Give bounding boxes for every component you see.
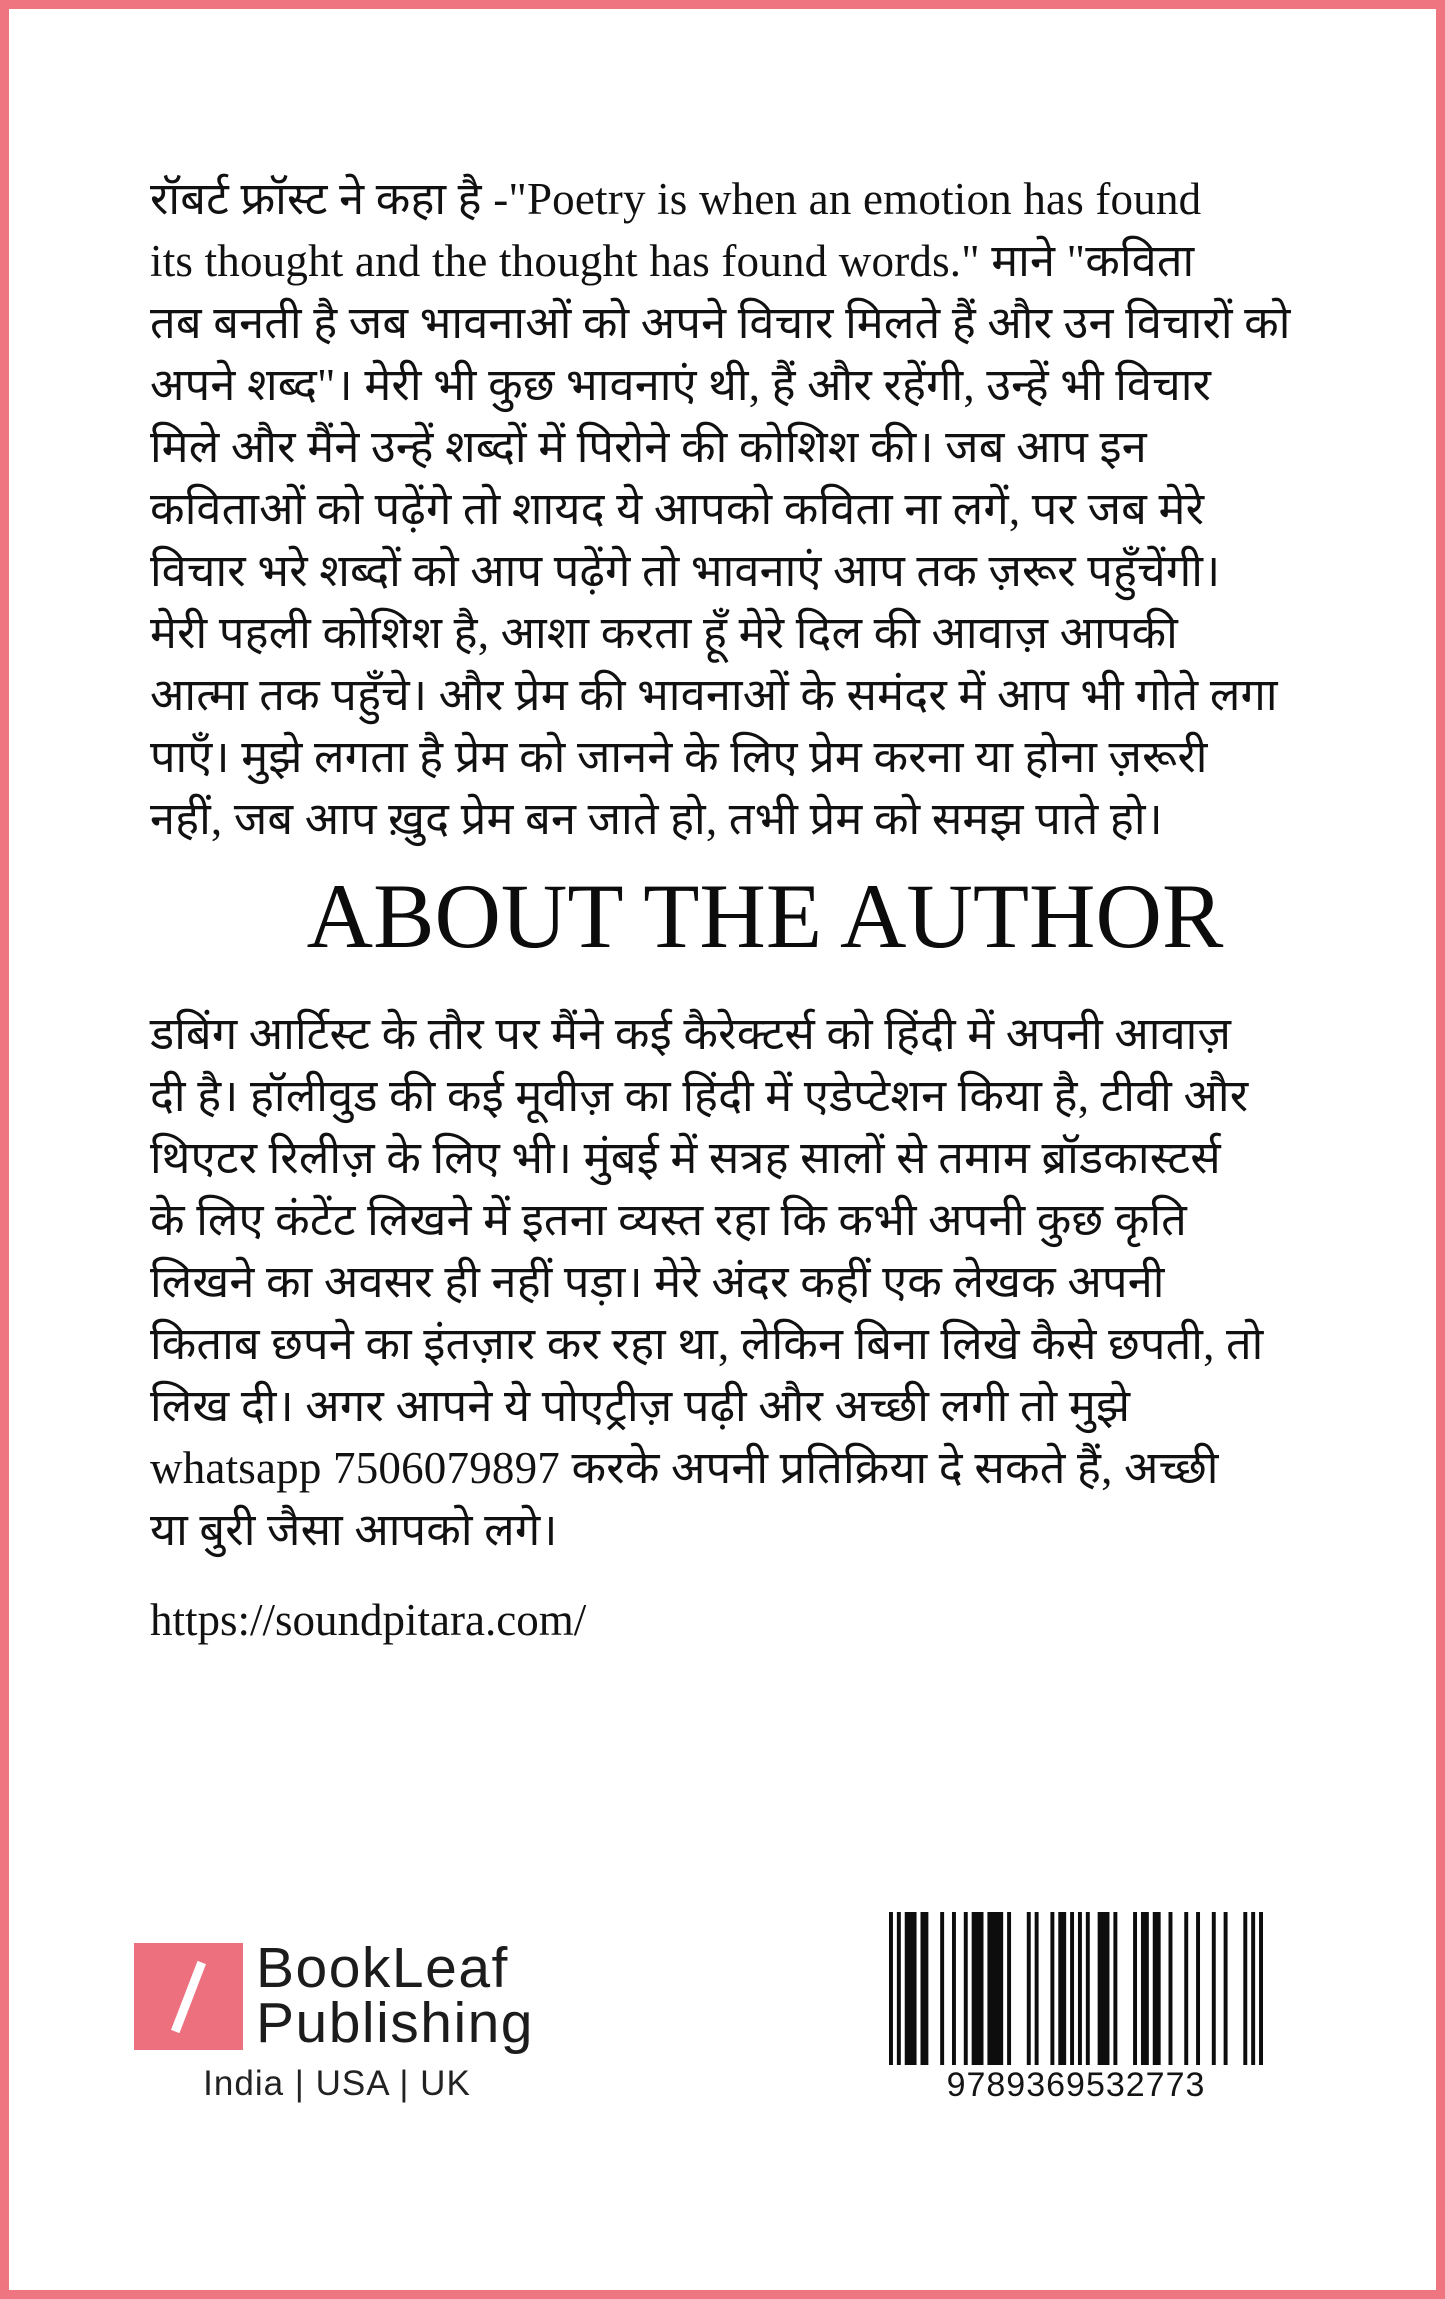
back-cover-text [150, 168, 1380, 1651]
paragraph-line: विचार भरे शब्दों को आप पढ़ेंगे तो भावनाएं आप तक ज़रूर पहुँचेंगी। [150, 546, 1221, 596]
isbn-number: 9789369532773 [946, 2066, 1206, 2104]
paragraph-line: किताब छपने का इंतज़ार कर रहा था, लेकिन बिना लिखे कैसे छपती, तो [150, 1319, 1264, 1369]
paragraph-line: लिखने का अवसर ही नहीं पड़ा। मेरे अंदर कहीं एक लेखक अपनी [150, 1257, 1165, 1307]
paragraph-line: तब बनती है जब भावनाओं को अपने विचार मिलते हैं और उन विचारों को [150, 298, 1291, 348]
paragraph-line: लिख दी। अगर आपने ये पोएट्रीज़ पढ़ी और अच्छी लगी तो मुझे [150, 1381, 1131, 1431]
paragraph-line: के लिए कंटेंट लिखने में इतना व्यस्त रहा कि कभी अपनी कुछ कृति [150, 1195, 1187, 1245]
publisher-name [256, 1936, 535, 2055]
paragraph-line: कविताओं को पढ़ेंगे तो शायद ये आपको कविता ना लगें, पर जब मेरे [150, 484, 1205, 534]
paragraph-line: मिले और मैंने उन्हें शब्दों में पिरोने की कोशिश की। जब आप इन [150, 422, 1147, 472]
paragraph-line: डबिंग आर्टिस्ट के तौर पर मैंने कई कैरेक्टर्स को हिंदी में अपनी आवाज़ [150, 1009, 1232, 1059]
paragraph-line: थिएटर रिलीज़ के लिए भी। मुंबई में सत्रह सालों से तमाम ब्रॉडकास्टर्स [150, 1133, 1221, 1183]
paragraph-line: अपने शब्द"। मेरी भी कुछ भावनाएं थी, हैं और रहेंगी, उन्हें भी विचार [150, 360, 1212, 410]
publisher-regions: India | USA | UK [203, 2064, 471, 2103]
intro-paragraph [150, 168, 1380, 850]
paragraph-line: आत्मा तक पहुँचे। और प्रेम की भावनाओं के समंदर में आप भी गोते लगा [150, 670, 1278, 720]
paragraph-line: या बुरी जैसा आपको लगे। [150, 1505, 558, 1555]
publisher-name-line1: BookLeaf [256, 1936, 509, 2000]
publisher-name-line2: Publishing [256, 1991, 535, 2055]
slash-icon [171, 1961, 206, 2033]
paragraph-line: दी है। हॉलीवुड की कई मूवीज़ का हिंदी में एडेप्टेशन किया है, टीवी और [150, 1071, 1249, 1121]
paragraph-line: its thought and the thought has found words." माने "कविता [150, 236, 1195, 286]
barcode [889, 1912, 1263, 2065]
website-url: https://soundpitara.com/ [150, 1595, 587, 1645]
publisher-logo-mark [134, 1943, 243, 2050]
paragraph-line: पाएँ। मुझे लगता है प्रेम को जानने के लिए प्रेम करना या होना ज़रूरी [150, 732, 1208, 782]
paragraph-line: नहीं, जब आप ख़ुद प्रेम बन जाते हो, तभी प्रेम को समझ पाते हो। [150, 794, 1163, 844]
author-bio-paragraph [150, 1003, 1380, 1561]
barcode-bars [889, 1912, 1263, 2065]
paragraph-line: रॉबर्ट फ्रॉस्ट ने कहा है -"Poetry is when an emotion has found [150, 174, 1202, 224]
paragraph-line: मेरी पहली कोशिश है, आशा करता हूँ मेरे दिल की आवाज़ आपकी [150, 608, 1178, 658]
paragraph-line: whatsapp 7506079897 करके अपनी प्रतिक्रिया दे सकते हैं, अच्छी [150, 1443, 1219, 1493]
about-the-author-heading: ABOUT THE AUTHOR [306, 865, 1224, 967]
